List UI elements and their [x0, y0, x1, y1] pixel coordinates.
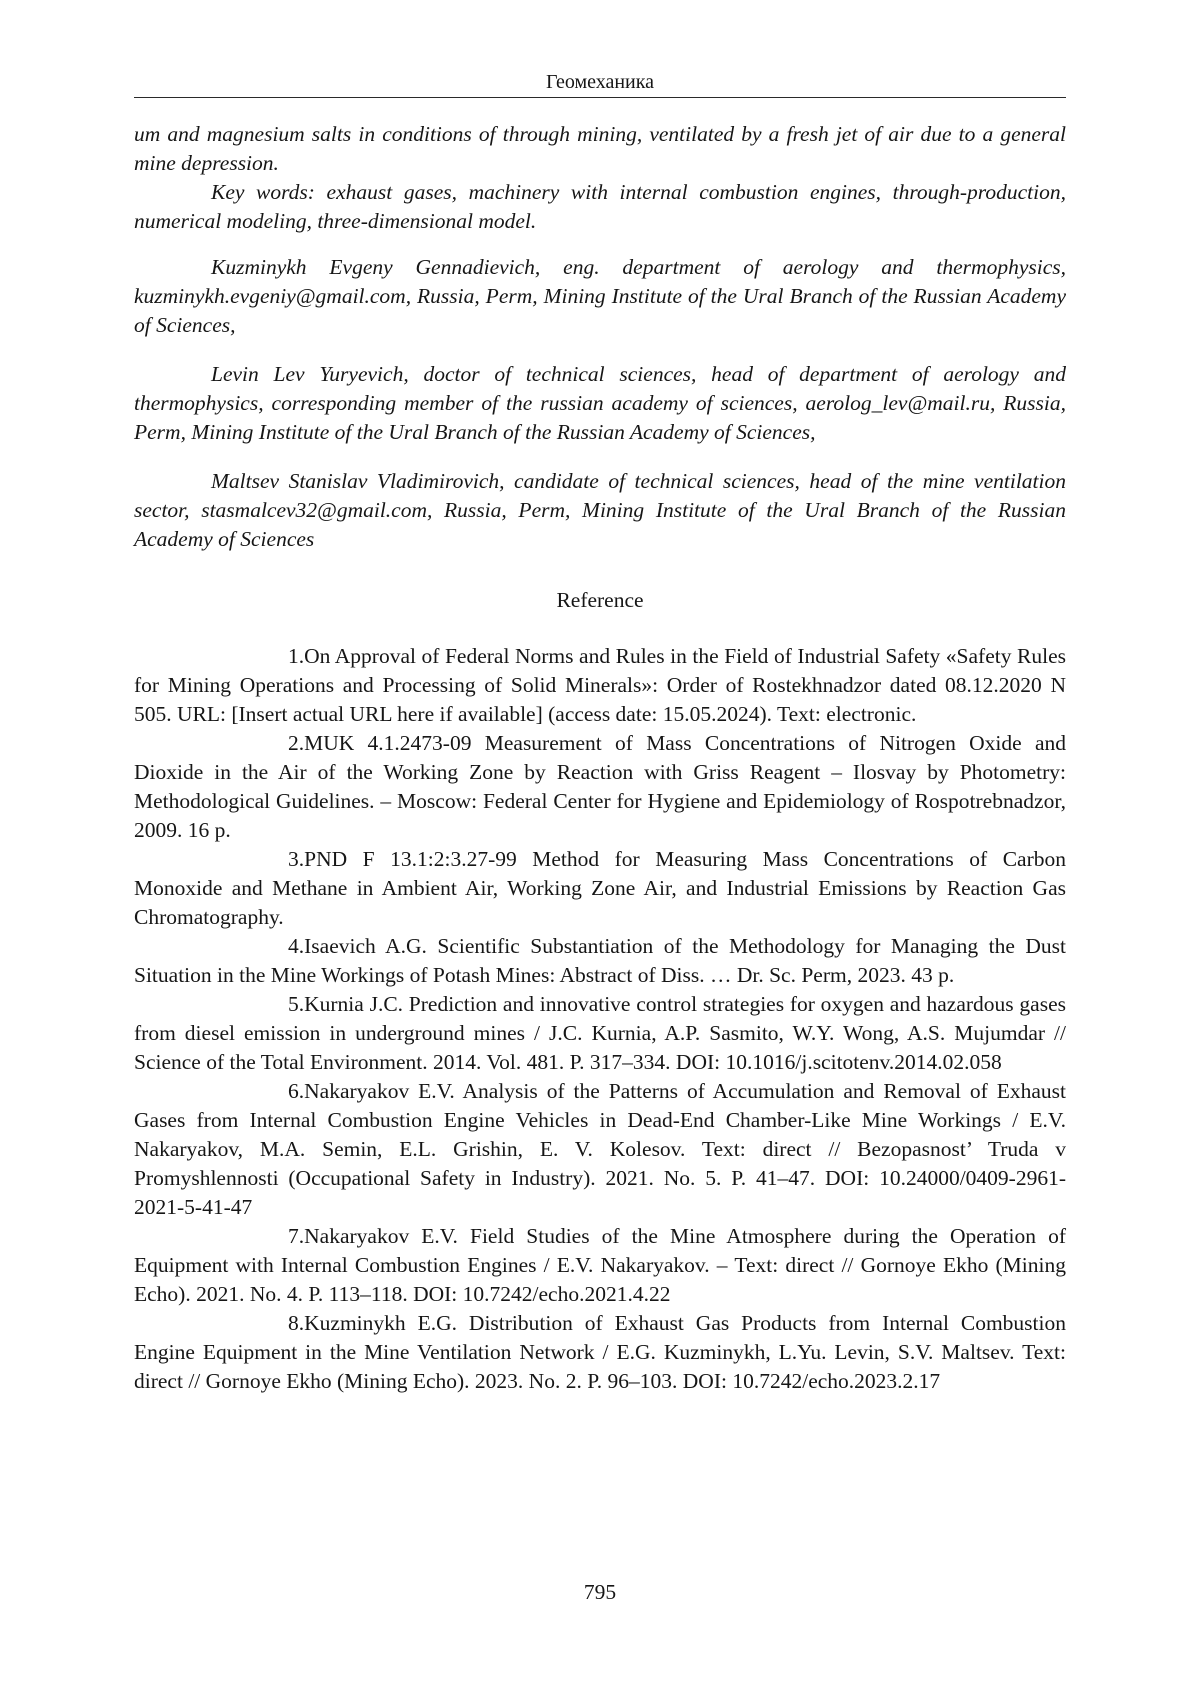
author-affiliation: Levin Lev Yuryevich, doctor of technical sciences, head of department of aerology and thermophysics, corresponding member of the russian academy of sciences, aerolog_lev@mail.ru, Russia, Perm, Mining Institute of the Ural Branch of the Russian Academy of Sciences, [134, 362, 1066, 444]
reference-text: Isaevich A.G. Scientific Substantiation of the Methodology for Managing the Dust Situation in the Mine Workings of Potash Mines: Abstract of Diss. … Dr. Sc. Perm, 2023. 43 p. [134, 934, 1066, 987]
reference-text: Kuzminykh E.G. Distribution of Exhaust Gas Products from Internal Combustion Engine Equipment in the Mine Ventilation Network / E.G. Kuzminykh, L.Yu. Levin, S.V. Maltsev. Text: direct // Gornoye Ekho (Mining Echo). 2023. No. 2. P. 96–103. DOI: 10.7242/echo.2023.2.17 [134, 1311, 1066, 1393]
reference-item [134, 1077, 1066, 1222]
reference-text: Nakaryakov E.V. Analysis of the Patterns of Accumulation and Removal of Exhaust Gases from Internal Combustion Engine Vehicles in Dead-End Chamber-Like Mine Workings / E.V. Nakaryakov, M.A. Semin, E.L. Grishin, E. V. Kolesov. Text: direct // Bezopasnost’ Truda v Promyshlennosti (Occupational Safety in Industry). 2021. No. 5. P. 41–47. DOI: 10.24000/0409-2961-2021-5-41-47 [134, 1079, 1066, 1219]
reference-number: 6. [288, 1079, 305, 1103]
reference-text: On Approval of Federal Norms and Rules in the Field of Industrial Safety «Safety Rules for Mining Operations and Processing of Solid Minerals»: Order of Rostekhnadzor dated 08.12.2020 N 505. URL: [Insert actual URL here if available] (access date: 15.05.2024). Text: electronic. [134, 644, 1066, 726]
reference-item [134, 932, 1066, 990]
reference-text: MUK 4.1.2473-09 Measurement of Mass Concentrations of Nitrogen Oxide and Dioxide in the Air of the Working Zone by Reaction with Griss Reagent – Ilosvay by Photometry: Methodological Guidelines. – Moscow: Federal Center for Hygiene and Epidemiology of Rospotrebnadzor, 2009. 16 p. [134, 731, 1066, 842]
reference-item [134, 990, 1066, 1077]
reference-heading: Reference [556, 588, 644, 612]
page-content [134, 120, 1066, 1396]
reference-item [134, 729, 1066, 845]
reference-number: 7. [288, 1224, 305, 1248]
reference-number: 8. [288, 1311, 305, 1335]
reference-number: 4. [288, 934, 305, 958]
reference-item [134, 1222, 1066, 1309]
running-head-title: Геомеханика [545, 71, 655, 93]
keywords-paragraph: Key words: exhaust gases, machinery with internal combustion engines, through-production, numerical modeling, three-dimensional model. [134, 180, 1066, 233]
reference-text: PND F 13.1:2:3.27-99 Method for Measuring Mass Concentrations of Carbon Monoxide and Methane in Ambient Air, Working Zone Air, and Industrial Emissions by Reaction Gas Chromatography. [134, 847, 1066, 929]
author-affiliation: Maltsev Stanislav Vladimirovich, candidate of technical sciences, head of the mine ventilation sector, stasmalcev32@gmail.com, Russia, Perm, Mining Institute of the Ural Branch of the Russian Academy of Sciences [134, 469, 1066, 551]
reference-item [134, 1309, 1066, 1396]
reference-item [134, 845, 1066, 932]
reference-text: Nakaryakov E.V. Field Studies of the Mine Atmosphere during the Operation of Equipment with Internal Combustion Engines / E.V. Nakaryakov. – Text: direct // Gornoye Ekho (Mining Echo). 2021. No. 4. P. 113–118. DOI: 10.7242/echo.2021.4.22 [134, 1224, 1066, 1306]
reference-number: 3. [288, 847, 305, 871]
reference-number: 5. [288, 992, 305, 1016]
reference-text: Kurnia J.C. Prediction and innovative control strategies for oxygen and hazardous gases from diesel emission in underground mines / J.C. Kurnia, A.P. Sasmito, W.Y. Wong, A.S. Mujumdar // Science of the Total Environment. 2014. Vol. 481. P. 317–334. DOI: 10.1016/j.scitotenv.2014.02.058 [134, 992, 1066, 1074]
running-head [134, 70, 1066, 98]
reference-item [134, 642, 1066, 729]
abstract-continuation: um and magnesium salts in conditions of through mining, ventilated by a fresh jet of air due to a general mine depression. [134, 122, 1066, 175]
reference-number: 1. [288, 644, 305, 668]
page-number: 795 [583, 1580, 617, 1604]
author-affiliation: Kuzminykh Evgeny Gennadievich, eng. department of aerology and thermophysics, kuzminykh.evgeniy@gmail.com, Russia, Perm, Mining Institute of the Ural Branch of the Russian Academy of Sciences, [134, 255, 1066, 337]
reference-number: 2. [288, 731, 305, 755]
